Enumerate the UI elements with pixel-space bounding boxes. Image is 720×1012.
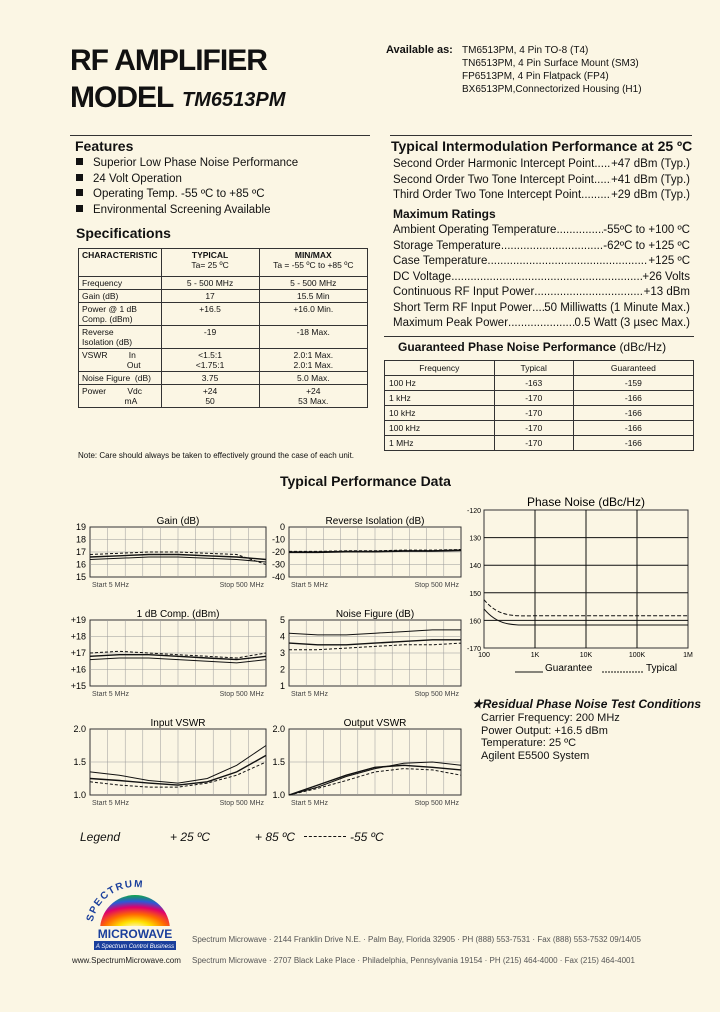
x-stop: Stop 500 MHz bbox=[414, 800, 459, 807]
spec-row: Power Vdc mA +24 50 +24 53 Max. bbox=[79, 385, 368, 408]
x-stop: Stop 500 MHz bbox=[414, 582, 459, 589]
y-tick: +15 bbox=[70, 681, 86, 691]
svg-text:SPECTRUM: SPECTRUM bbox=[84, 878, 145, 923]
bullet-icon bbox=[76, 205, 83, 212]
footer-address-2: Spectrum Microwave · 2707 Black Lake Place · Philadelphia, Pennsylvania 19154 · PH (215) 464-4000 · Fax (215) 464-4001 bbox=[192, 956, 635, 965]
ratings-row: Case Temperature ..... +125 ºC bbox=[393, 254, 690, 270]
available-label: Available as: bbox=[386, 44, 453, 56]
y-tick: 16 bbox=[75, 559, 86, 570]
y-tick: 3 bbox=[279, 648, 285, 658]
y-tick: -120 bbox=[466, 508, 481, 515]
legend-55: -55 ºC bbox=[350, 830, 384, 844]
ratings-row: Short Term RF Input Power ..... 50 Milliwatts (1 Minute Max.) bbox=[393, 301, 690, 317]
y-tick: 2 bbox=[279, 664, 285, 675]
y-tick: -40 bbox=[271, 572, 285, 582]
y-tick: 160 bbox=[469, 618, 481, 626]
features-title: Features bbox=[75, 138, 134, 154]
legend-25: + 25 ºC bbox=[170, 830, 211, 844]
y-tick: 1 bbox=[279, 681, 285, 691]
bullet-icon bbox=[76, 189, 83, 196]
x-tick: 10K bbox=[579, 652, 593, 659]
feature-item: Environmental Screening Available bbox=[76, 203, 298, 219]
x-tick: 1K bbox=[530, 652, 540, 659]
features-rule bbox=[70, 135, 370, 136]
spec-table bbox=[78, 248, 368, 408]
y-tick: -30 bbox=[271, 559, 285, 570]
legend-dash bbox=[304, 836, 346, 837]
pn-title: Guaranteed Phase Noise Performance (dBc/Hz) bbox=[398, 340, 667, 354]
chart-title: Output VSWR bbox=[343, 718, 407, 729]
chart-title: 1 dB Comp. (dBm) bbox=[136, 609, 220, 620]
x-start: Start 5 MHz bbox=[92, 582, 129, 589]
x-start: Start 5 MHz bbox=[92, 800, 129, 807]
y-tick: +17 bbox=[70, 648, 86, 658]
available-list bbox=[462, 44, 642, 96]
chart-0 bbox=[76, 516, 266, 589]
feature-item: Operating Temp. -55 ºC to +85 ºC bbox=[76, 187, 298, 203]
x-tick: 100 bbox=[478, 652, 490, 659]
y-tick: 17 bbox=[75, 547, 86, 557]
feature-item: Superior Low Phase Noise Performance bbox=[76, 156, 298, 172]
spec-row: Reverse Isolation (dB) -19 -18 Max. bbox=[79, 326, 368, 349]
legend-typical: Typical bbox=[646, 663, 678, 674]
title-line1: RF AMPLIFIER bbox=[70, 44, 267, 77]
y-tick: 15 bbox=[75, 572, 86, 582]
chart-2 bbox=[71, 609, 266, 698]
residual-list: Carrier Frequency: 200 MHz Power Output: +16.5 dBm Temperature: 25 ºC Agilent E5500 System bbox=[481, 712, 620, 762]
chart-phase-noise bbox=[467, 495, 693, 674]
pn-row: 1 kHz -170 -166 bbox=[385, 391, 694, 406]
chart-3 bbox=[280, 609, 461, 698]
y-tick: +16 bbox=[70, 664, 86, 675]
spec-row: Power @ 1 dB Comp. (dBm) +16.5 +16.0 Min. bbox=[79, 303, 368, 326]
y-tick: 19 bbox=[75, 522, 86, 532]
ratings-row: DC Voltage ..... +26 Volts bbox=[393, 270, 690, 286]
feature-item: 24 Volt Operation bbox=[76, 172, 298, 188]
pn-row: 1 MHz -170 -166 bbox=[385, 436, 694, 451]
specifications-title: Specifications bbox=[76, 225, 171, 241]
features-list bbox=[76, 156, 298, 218]
pn-row: 100 kHz -170 -166 bbox=[385, 421, 694, 436]
x-start: Start 5 MHz bbox=[291, 800, 328, 807]
y-tick: 18 bbox=[75, 534, 86, 545]
y-tick: 5 bbox=[279, 615, 285, 625]
ratings-list bbox=[393, 223, 690, 332]
intermod-row: Third Order Two Tone Intercept Point ..... +29 dBm (Typ.) bbox=[393, 188, 690, 204]
footer-address-1: Spectrum Microwave · 2144 Franklin Drive N.E. · Palm Bay, Florida 32905 · PH (888) 553-7531 · Fax (888) 553-7532 09/14/05 bbox=[192, 935, 641, 944]
y-tick: 150 bbox=[469, 590, 481, 598]
spec-row: Noise Figure (dB) 3.75 5.0 Max. bbox=[79, 372, 368, 385]
intermod-row: Second Order Harmonic Intercept Point ..... +47 dBm (Typ.) bbox=[393, 157, 690, 173]
footer-website[interactable]: www.SpectrumMicrowave.com bbox=[72, 956, 181, 965]
y-tick: -10 bbox=[271, 534, 285, 545]
spec-row: Gain (dB) 17 15.5 Min bbox=[79, 290, 368, 303]
available-item: TM6513PM, 4 Pin TO-8 (T4) bbox=[462, 45, 589, 56]
bullet-icon bbox=[76, 174, 83, 181]
y-tick: -170 bbox=[466, 646, 481, 653]
logo-main: MICROWAVE bbox=[97, 927, 173, 941]
title-line2: MODEL bbox=[70, 81, 174, 114]
spec-header: TYPICAL Ta= 25 ºC bbox=[161, 249, 259, 277]
bullet-icon bbox=[76, 158, 83, 165]
available-item: FP6513PM, 4 Pin Flatpack (FP4) bbox=[462, 71, 609, 82]
available-item: TN6513PM, 4 Pin Surface Mount (SM3) bbox=[462, 58, 639, 69]
legend-85: + 85 ºC bbox=[255, 830, 296, 844]
model-number: TM6513PM bbox=[182, 89, 286, 111]
x-tick: 100K bbox=[628, 652, 646, 659]
ratings-row: Storage Temperature ..... -62ºC to +125 ºC bbox=[393, 239, 690, 255]
x-stop: Stop 500 MHz bbox=[219, 800, 264, 807]
x-start: Start 5 MHz bbox=[291, 582, 328, 589]
y-tick: 2.0 bbox=[73, 724, 86, 734]
x-stop: Stop 500 MHz bbox=[219, 691, 264, 698]
y-tick: -20 bbox=[271, 547, 285, 557]
y-tick: 1.0 bbox=[73, 790, 86, 800]
chart-4 bbox=[73, 718, 266, 807]
svg-text:A Spectrum Control Business: A Spectrum Control Business bbox=[95, 944, 175, 950]
chart-title: Reverse Isolation (dB) bbox=[325, 516, 425, 527]
x-stop: Stop 500 MHz bbox=[414, 691, 459, 698]
residual-title: ★Residual Phase Noise Test Conditions bbox=[472, 697, 702, 711]
pn-row: 10 kHz -170 -166 bbox=[385, 406, 694, 421]
y-tick: 4 bbox=[279, 631, 285, 642]
spec-row: VSWR In Out <1.5:1 <1.75:1 2.0:1 Max. 2.0:1 Max. bbox=[79, 349, 368, 372]
y-tick: +19 bbox=[70, 615, 86, 625]
y-tick: 1.5 bbox=[272, 757, 285, 767]
y-tick: 2.0 bbox=[272, 724, 285, 734]
spectrum-logo bbox=[80, 868, 190, 963]
y-tick: 140 bbox=[469, 563, 481, 571]
legend-guarantee: Guarantee bbox=[545, 663, 593, 674]
x-start: Start 5 MHz bbox=[92, 691, 129, 698]
chart-title: Noise Figure (dB) bbox=[335, 609, 415, 620]
ratings-row: Ambient Operating Temperature ..... -55ºC to +100 ºC bbox=[393, 223, 690, 239]
intermod-row: Second Order Two Tone Intercept Point ..... +41 dBm (Typ.) bbox=[393, 173, 690, 189]
pn-table: Frequency Typical Guaranteed 100 Hz -163 -159 1 kHz -170 -166 10 kHz -170 -166 100 kHz -170 -166 1 MHz -170 -166 bbox=[384, 360, 694, 451]
intermod-list bbox=[393, 157, 690, 204]
y-tick: 1.0 bbox=[272, 790, 285, 800]
chart-title: Input VSWR bbox=[150, 718, 206, 729]
intermod-title: Typical Intermodulation Performance at 25 ºC bbox=[391, 138, 693, 154]
legend-label: Legend bbox=[80, 830, 121, 844]
pn-rule bbox=[384, 336, 694, 337]
performance-title: Typical Performance Data bbox=[280, 473, 451, 489]
x-stop: Stop 500 MHz bbox=[219, 582, 264, 589]
y-tick: 130 bbox=[469, 535, 481, 543]
y-tick: 1.5 bbox=[73, 757, 86, 767]
chart-title: Phase Noise (dBc/Hz) bbox=[526, 495, 646, 509]
performance-charts bbox=[0, 490, 720, 860]
intermod-rule bbox=[390, 135, 692, 136]
spec-header: CHARACTERISTIC bbox=[79, 249, 162, 277]
pn-row: 100 Hz -163 -159 bbox=[385, 376, 694, 391]
y-tick: 0 bbox=[279, 522, 285, 532]
x-tick: 1M bbox=[683, 652, 693, 659]
y-tick: +18 bbox=[70, 631, 86, 642]
spec-note: Note: Care should always be taken to effectively ground the case of each unit. bbox=[78, 451, 355, 460]
available-item: BX6513PM,Connectorized Housing (H1) bbox=[462, 84, 642, 95]
chart-1 bbox=[272, 516, 461, 589]
chart-5 bbox=[272, 718, 461, 807]
spec-row: Frequency 5 - 500 MHz 5 - 500 MHz bbox=[79, 277, 368, 290]
chart-title: Gain (dB) bbox=[156, 516, 200, 527]
x-start: Start 5 MHz bbox=[291, 691, 328, 698]
ratings-title: Maximum Ratings bbox=[393, 207, 496, 221]
ratings-row: Maximum Peak Power ..... 0.5 Watt (3 µsec Max.) bbox=[393, 316, 690, 332]
ratings-row: Continuous RF Input Power ..... +13 dBm bbox=[393, 285, 690, 301]
spec-header: MIN/MAX Ta = -55 ºC to +85 ºC bbox=[259, 249, 367, 277]
